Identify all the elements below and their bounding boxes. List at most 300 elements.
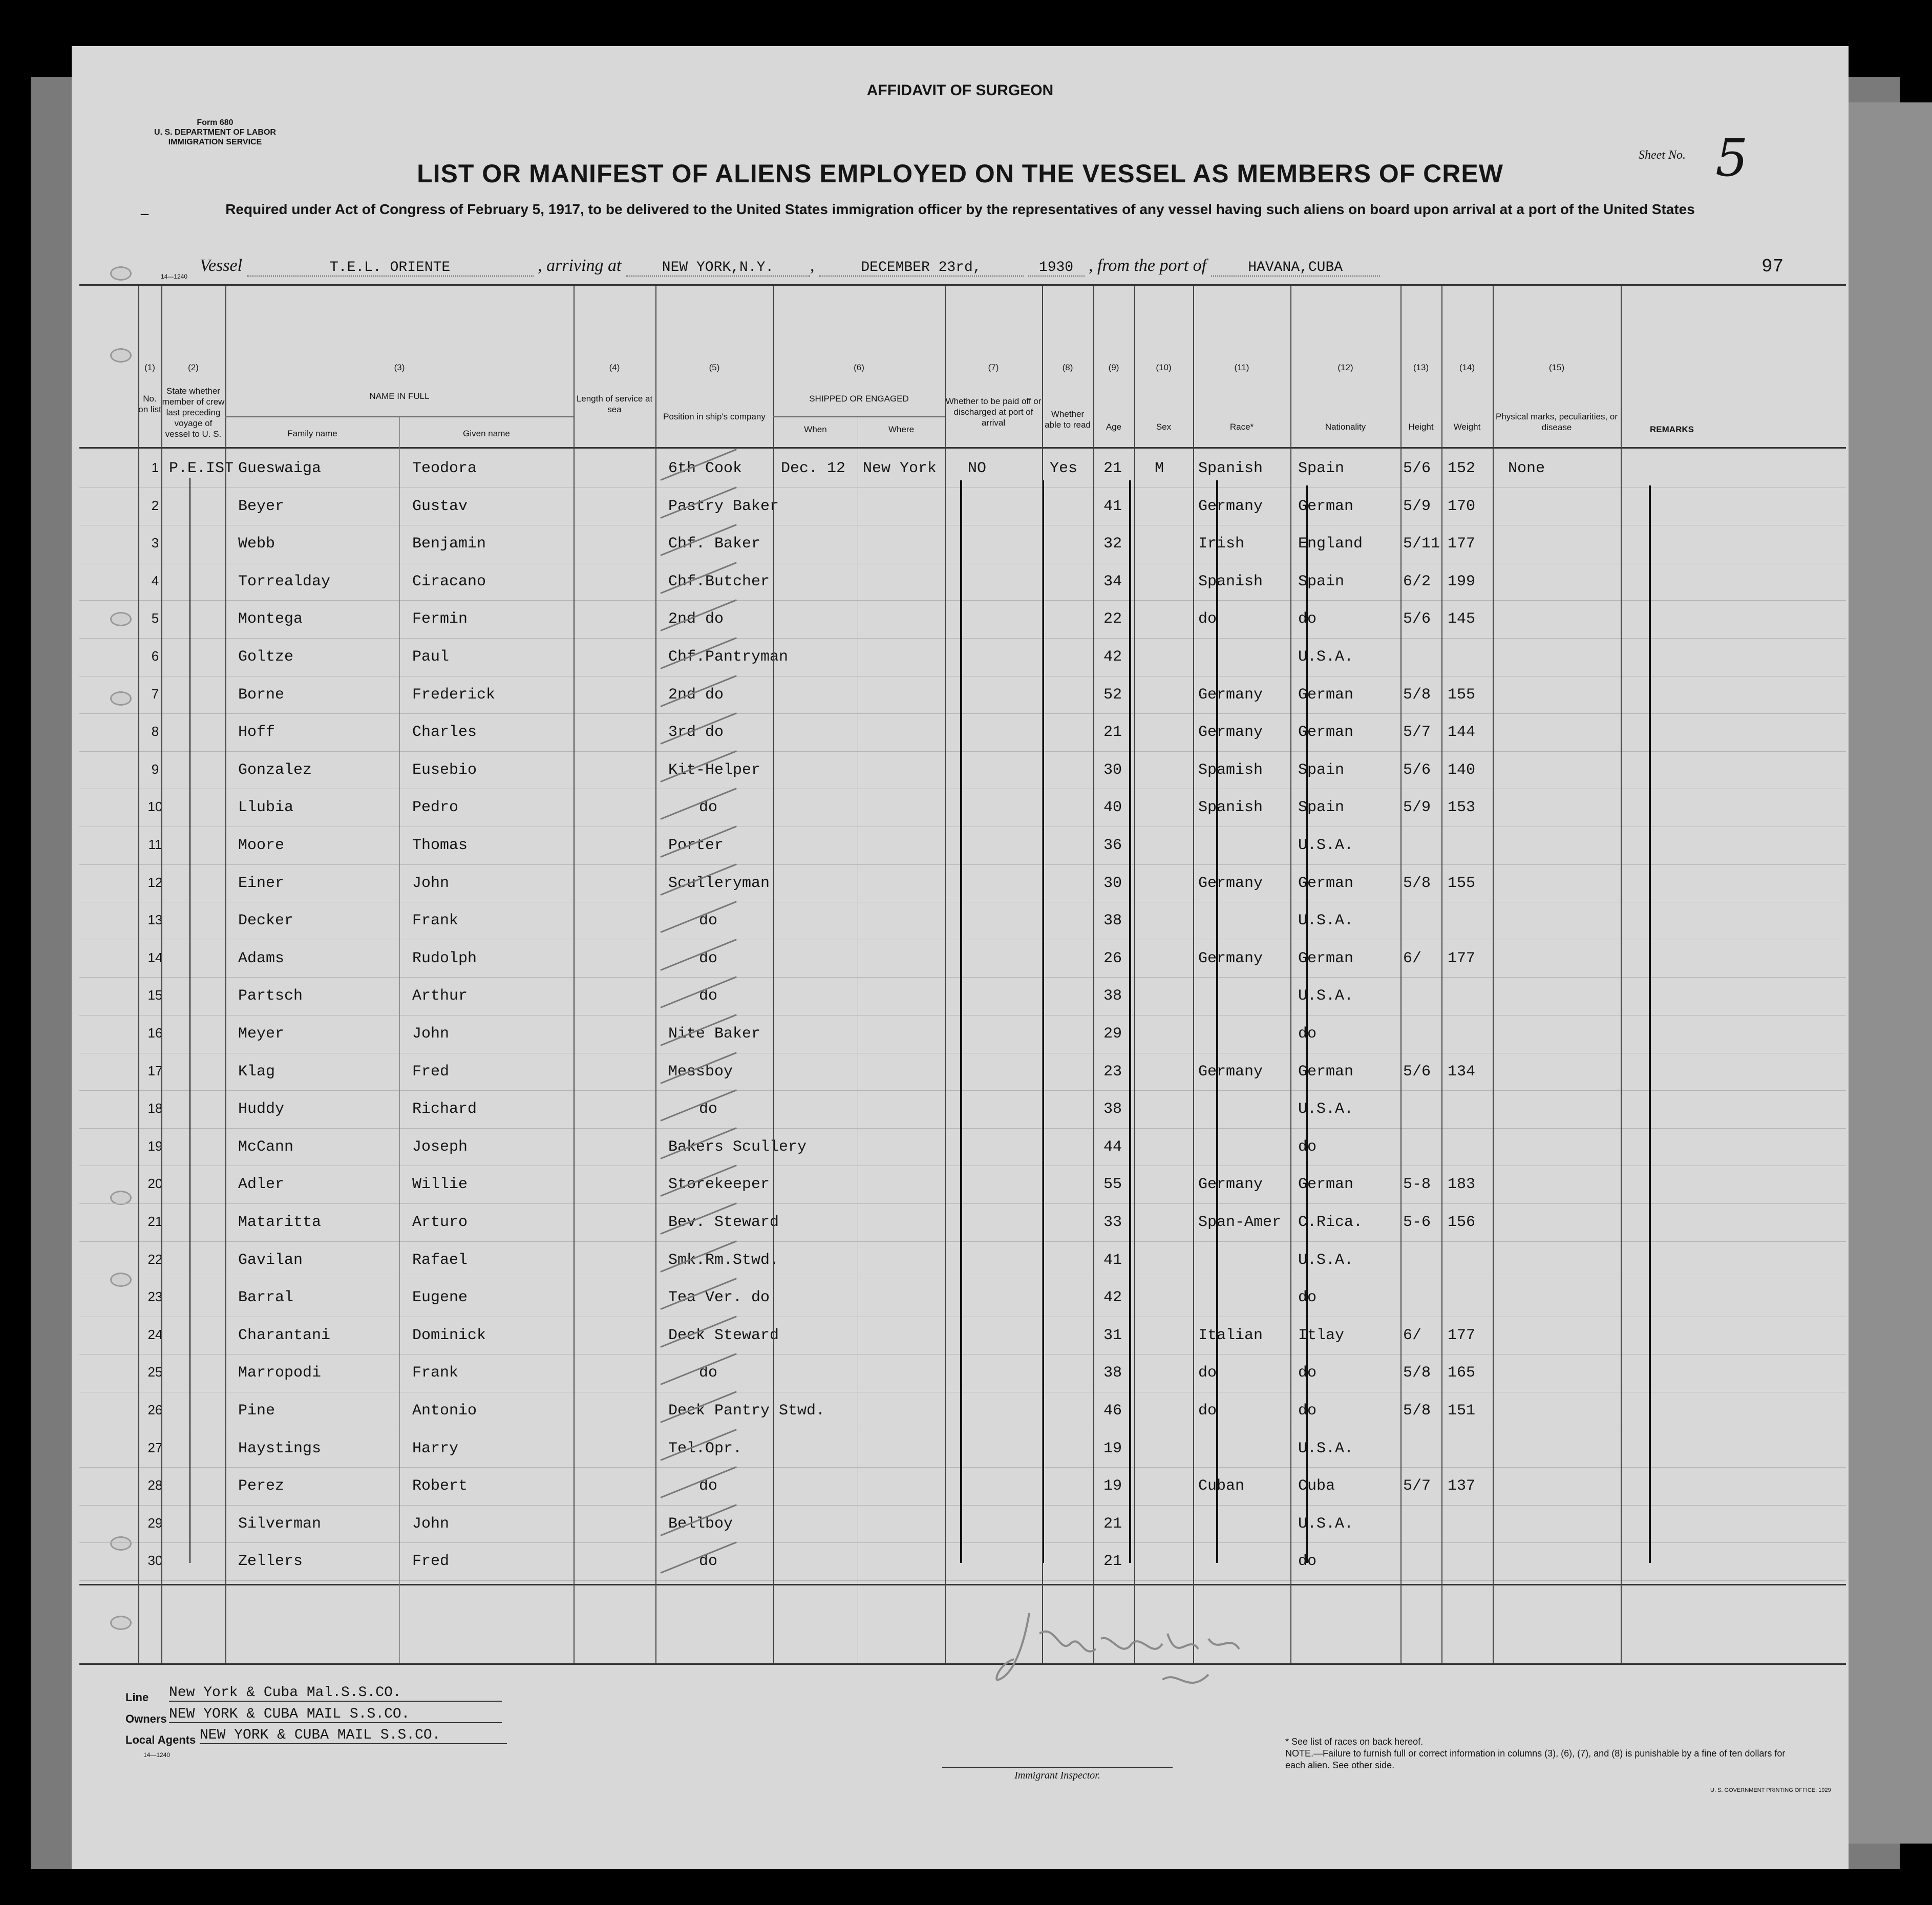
nationality: German	[1298, 1176, 1354, 1194]
line-value: New York & Cuba Mal.S.S.CO.	[169, 1685, 502, 1702]
col15-label: Physical marks, peculiarities, or disease	[1495, 412, 1618, 432]
height: 5/6	[1403, 460, 1431, 477]
shipped-where: New York	[863, 460, 937, 477]
ditto-line	[1129, 480, 1131, 1563]
position: Smk.Rm.Stwd.	[668, 1251, 779, 1269]
race: Germany	[1198, 686, 1263, 704]
height: 6/	[1403, 949, 1422, 967]
col6-label: SHIPPED OR ENGAGED	[809, 394, 909, 404]
given-name: Antonio	[412, 1402, 477, 1420]
given-name: Frederick	[412, 686, 496, 704]
vessel-label: Vessel	[200, 256, 243, 275]
row-number: 4	[151, 573, 159, 588]
paid-off: NO	[968, 460, 987, 477]
given-name: Robert	[412, 1477, 468, 1495]
given-name: Richard	[412, 1100, 477, 1118]
nationality: do	[1298, 1402, 1317, 1420]
height: 5/11	[1403, 535, 1440, 553]
row-number: 21	[147, 1214, 163, 1229]
row-number: 9	[151, 761, 159, 777]
column-rule	[1042, 286, 1043, 1663]
age: 41	[1103, 497, 1122, 515]
col2-num: (2)	[188, 363, 199, 372]
given-name: Willie	[412, 1176, 468, 1194]
col6-num: (6)	[854, 363, 864, 372]
position: do	[699, 912, 718, 930]
owners-value: NEW YORK & CUBA MAIL S.S.CO.	[169, 1706, 502, 1723]
nationality: Cuba	[1298, 1477, 1335, 1495]
nationality: German	[1298, 874, 1354, 892]
nationality: German	[1298, 1063, 1354, 1081]
family-name: Einer	[238, 874, 285, 892]
inspector-signature	[993, 1603, 1260, 1700]
position: Pastry Baker	[668, 497, 779, 515]
nationality: Itlay	[1298, 1326, 1345, 1344]
nationality: U.S.A.	[1298, 648, 1354, 666]
position: Bakers Scullery	[668, 1138, 807, 1156]
agents-value: NEW YORK & CUBA MAIL S.S.CO.	[200, 1727, 507, 1744]
col11-num: (11)	[1234, 363, 1249, 372]
nationality: do	[1298, 610, 1317, 628]
given-name: Charles	[412, 724, 477, 742]
col9-label: Age	[1106, 422, 1122, 432]
row-rule	[79, 1241, 1846, 1242]
nationality: German	[1298, 686, 1354, 704]
col5-num: (5)	[709, 363, 720, 372]
age: 33	[1103, 1214, 1122, 1231]
age: 55	[1103, 1176, 1122, 1194]
age: 38	[1103, 987, 1122, 1005]
weight: 156	[1448, 1214, 1476, 1231]
race: Germany	[1198, 874, 1263, 892]
weight: 153	[1448, 799, 1476, 817]
page-number: 97	[1761, 256, 1784, 277]
race: Italian	[1198, 1326, 1263, 1344]
row-number: 30	[147, 1553, 163, 1569]
given-name: Teodora	[412, 460, 477, 477]
race: Spanish	[1198, 573, 1263, 590]
position: Sculleryman	[668, 874, 770, 892]
row-rule	[79, 1580, 1846, 1581]
fine-note: NOTE.—Failure to furnish full or correct information in columns (3), (6), (7), and (8) is punishable by a fine of ten dollars for each alien. See other side.	[1285, 1748, 1786, 1770]
row-number: 20	[147, 1176, 163, 1192]
nationality: U.S.A.	[1298, 987, 1354, 1005]
age: 26	[1103, 949, 1122, 967]
nationality: Spain	[1298, 761, 1345, 779]
position: Messboy	[668, 1063, 733, 1081]
nationality: do	[1298, 1553, 1317, 1571]
row-number: 27	[147, 1440, 163, 1455]
height: 6/2	[1403, 573, 1431, 590]
position: do	[699, 799, 718, 817]
race: Spanish	[1198, 799, 1263, 817]
given-name: Fred	[412, 1553, 450, 1571]
race: do	[1198, 1402, 1217, 1420]
weight: 155	[1448, 874, 1476, 892]
column-rule	[1290, 286, 1291, 1663]
col5-label: Position in ship's company	[663, 412, 766, 421]
column-rule	[1441, 286, 1442, 1663]
row-number: 6	[151, 648, 159, 664]
from-label: , from the port of	[1089, 256, 1207, 275]
line-label: Line	[125, 1691, 149, 1704]
family-name: Hoff	[238, 724, 275, 742]
row-number: 26	[147, 1402, 163, 1417]
nationality: Spain	[1298, 573, 1345, 590]
nationality: German	[1298, 949, 1354, 967]
given-name: John	[412, 874, 450, 892]
weight: 177	[1448, 949, 1476, 967]
given-name: Benjamin	[412, 535, 486, 553]
col12-num: (12)	[1337, 363, 1353, 372]
family-name: McCann	[238, 1138, 294, 1156]
nationality: U.S.A.	[1298, 1100, 1354, 1118]
row-rule	[79, 751, 1846, 752]
position: do	[699, 1100, 718, 1118]
race: Germany	[1198, 497, 1263, 515]
weight: 140	[1448, 761, 1476, 779]
row-number: 5	[151, 610, 159, 626]
page-title: LIST OR MANIFEST OF ALIENS EMPLOYED ON THE VESSEL AS MEMBERS OF CREW	[417, 159, 1503, 188]
col3-family: Family name	[287, 429, 337, 438]
nationality: U.S.A.	[1298, 1440, 1354, 1457]
ditto-line	[1306, 485, 1308, 1563]
age: 36	[1103, 837, 1122, 854]
ditto-line	[1216, 480, 1218, 1563]
departure-port: HAVANA,CUBA	[1211, 260, 1380, 277]
weight: 134	[1448, 1063, 1476, 1081]
col4-label: Length of service at sea	[576, 394, 653, 414]
row-rule	[79, 864, 1846, 865]
position: Nite Baker	[668, 1025, 761, 1043]
given-name: Rudolph	[412, 949, 477, 967]
given-name: Joseph	[412, 1138, 468, 1156]
weight: 137	[1448, 1477, 1476, 1495]
height: 5/7	[1403, 1477, 1431, 1495]
position: do	[699, 949, 718, 967]
given-name: Rafael	[412, 1251, 468, 1269]
family-name: Torrealday	[238, 573, 331, 590]
agents-label: Local Agents	[125, 1733, 196, 1746]
row-rule	[79, 1203, 1846, 1204]
col7-label: Whether to be paid off or discharged at port of arrival	[945, 396, 1042, 428]
family-name: Klag	[238, 1063, 275, 1081]
row-rule	[79, 638, 1846, 639]
family-name: Barral	[238, 1289, 294, 1307]
vessel-name: T.E.L. ORIENTE	[247, 260, 534, 277]
age: 41	[1103, 1251, 1122, 1269]
col13-num: (13)	[1413, 363, 1429, 372]
family-name: Borne	[238, 686, 285, 704]
ditto-line	[189, 478, 190, 1563]
race: Irish	[1198, 535, 1245, 553]
family-name: Meyer	[238, 1025, 285, 1043]
race: Spamish	[1198, 761, 1263, 779]
nationality: U.S.A.	[1298, 837, 1354, 854]
header-rule	[79, 447, 1846, 449]
family-name: Silverman	[238, 1515, 322, 1533]
age: 22	[1103, 610, 1122, 628]
row-number: 14	[147, 949, 163, 965]
age: 40	[1103, 799, 1122, 817]
position: Storekeeper	[668, 1176, 770, 1194]
position: do	[699, 987, 718, 1005]
row-rule	[79, 977, 1846, 978]
family-name: Perez	[238, 1477, 285, 1495]
age: 32	[1103, 535, 1122, 553]
family-name: Gueswaiga	[238, 460, 322, 477]
age: 30	[1103, 874, 1122, 892]
col9-num: (9)	[1108, 363, 1119, 372]
weight: 144	[1448, 724, 1476, 742]
age: 38	[1103, 912, 1122, 930]
age: 21	[1103, 724, 1122, 742]
given-name: Fred	[412, 1063, 450, 1081]
age: 21	[1103, 1515, 1122, 1533]
family-name: Decker	[238, 912, 294, 930]
given-name: Ciracano	[412, 573, 486, 590]
given-name: John	[412, 1515, 450, 1533]
col15-num: (15)	[1548, 363, 1565, 372]
family-name: Webb	[238, 535, 275, 553]
row-number: 15	[147, 987, 163, 1003]
row-rule	[79, 1128, 1846, 1129]
position: do	[699, 1477, 718, 1495]
nationality: do	[1298, 1364, 1317, 1382]
dash-mark: _	[141, 200, 148, 217]
position: do	[699, 1364, 718, 1382]
column-rule	[1193, 286, 1194, 1663]
sex: M	[1155, 460, 1164, 477]
row-number: 2	[151, 497, 159, 513]
given-name: Fermin	[412, 610, 468, 628]
row-number: 3	[151, 535, 159, 551]
row-number: 11	[148, 837, 162, 852]
row-number: 16	[147, 1025, 163, 1041]
race: do	[1198, 610, 1217, 628]
column-rule	[655, 286, 656, 1663]
age: 19	[1103, 1477, 1122, 1495]
position: Chf.Butcher	[668, 573, 770, 590]
family-name: Mataritta	[238, 1214, 322, 1231]
row-number: 25	[147, 1364, 163, 1380]
row-rule	[79, 600, 1846, 601]
arrival-port: NEW YORK,N.Y.	[626, 260, 810, 277]
col14-label: Weight	[1453, 422, 1481, 432]
position: 2nd do	[668, 686, 724, 704]
height: 5/6	[1403, 1063, 1431, 1081]
family-name: Gavilan	[238, 1251, 303, 1269]
height: 5/8	[1403, 1402, 1431, 1420]
nationality: U.S.A.	[1298, 912, 1354, 930]
given-name: Eusebio	[412, 761, 477, 779]
nationality: U.S.A.	[1298, 1515, 1354, 1533]
position: Kit-Helper	[668, 761, 761, 779]
column-rule	[773, 286, 774, 1663]
col1-label: No. on list	[138, 394, 161, 414]
given-name: Dominick	[412, 1326, 486, 1344]
weight: 151	[1448, 1402, 1476, 1420]
age: 29	[1103, 1025, 1122, 1043]
family-name: Haystings	[238, 1440, 322, 1457]
col3-num: (3)	[394, 363, 405, 372]
given-name: Arturo	[412, 1214, 468, 1231]
col6-where: Where	[888, 425, 915, 434]
nationality: Spain	[1298, 799, 1345, 817]
position: Deck Pantry Stwd.	[668, 1402, 825, 1420]
affidavit-heading: AFFIDAVIT OF SURGEON	[866, 82, 1054, 99]
race: Span-Amer	[1198, 1214, 1282, 1231]
column-rule	[399, 416, 400, 1663]
position: 6th Cook	[668, 460, 742, 477]
nationality: England	[1298, 535, 1363, 553]
row-number: 10	[147, 799, 163, 815]
footer-form-code: 14—1240	[143, 1751, 171, 1759]
form-block	[138, 118, 292, 147]
given-name: Arthur	[412, 987, 468, 1005]
row-number: 1	[151, 460, 159, 475]
col8-label: Whether able to read	[1045, 409, 1091, 430]
row-rule	[79, 1467, 1846, 1468]
given-name: Paul	[412, 648, 450, 666]
row-number: 29	[147, 1515, 163, 1531]
race: Spanish	[1198, 460, 1263, 477]
col10-num: (10)	[1156, 363, 1172, 372]
row-number: 17	[147, 1063, 163, 1078]
position: 2nd do	[668, 610, 724, 628]
age: 42	[1103, 648, 1122, 666]
col4-num: (4)	[609, 363, 620, 372]
position: Deck Steward	[668, 1326, 779, 1344]
position: Tel.Opr.	[668, 1440, 742, 1457]
row-number: 24	[147, 1326, 163, 1342]
remarks-label: REMARKS	[1650, 425, 1694, 434]
family-name: Pine	[238, 1402, 275, 1420]
age: 31	[1103, 1326, 1122, 1344]
able-to-read: Yes	[1050, 460, 1078, 477]
race: Germany	[1198, 949, 1263, 967]
position: Porter	[668, 837, 724, 854]
family-name: Adler	[238, 1176, 285, 1194]
col6-when: When	[804, 425, 827, 434]
arrival-year: 1930	[1028, 260, 1085, 277]
table-end-rule	[79, 1584, 1846, 1585]
position: do	[699, 1553, 718, 1571]
col13-label: Height	[1408, 422, 1434, 432]
row-number: 8	[151, 724, 159, 739]
weight: 199	[1448, 573, 1476, 590]
family-name: Llubia	[238, 799, 294, 817]
column-rule	[574, 286, 575, 1663]
family-name: Marropodi	[238, 1364, 322, 1382]
age: 34	[1103, 573, 1122, 590]
ditto-line	[960, 480, 962, 1563]
col3-given: Given name	[463, 429, 510, 438]
arrival-date: DECEMBER 23rd,	[819, 260, 1024, 277]
position: Chf. Baker	[668, 535, 761, 553]
column-rule	[161, 286, 162, 1663]
age: 21	[1103, 460, 1122, 477]
column-rule	[1621, 286, 1622, 1663]
age: 44	[1103, 1138, 1122, 1156]
printer-imprint: U. S. GOVERNMENT PRINTING OFFICE: 1929	[1710, 1787, 1831, 1793]
crew-table	[79, 273, 1846, 1665]
height: 5/8	[1403, 874, 1431, 892]
column-rule	[1400, 286, 1402, 1663]
family-name: Charantani	[238, 1326, 331, 1344]
height: 5/8	[1403, 686, 1431, 704]
shipped-when: Dec. 12	[781, 460, 846, 477]
height: 5/7	[1403, 724, 1431, 742]
height: 5-8	[1403, 1176, 1431, 1194]
subheader-rule	[773, 416, 945, 417]
nationality: U.S.A.	[1298, 1251, 1354, 1269]
nationality: Spain	[1298, 460, 1345, 477]
position: Tea Ver. do	[668, 1289, 770, 1307]
weight: 155	[1448, 686, 1476, 704]
given-name: Thomas	[412, 837, 468, 854]
nationality: do	[1298, 1025, 1317, 1043]
arriving-label: , arriving at	[538, 256, 622, 275]
footnotes	[1285, 1736, 1808, 1771]
weight: 145	[1448, 610, 1476, 628]
family-name: Goltze	[238, 648, 294, 666]
height: 5/6	[1403, 610, 1431, 628]
subheader-rule	[225, 416, 574, 417]
nationality: German	[1298, 497, 1354, 515]
height: 5/8	[1403, 1364, 1431, 1382]
position: Bellboy	[668, 1515, 733, 1533]
height: 5/6	[1403, 761, 1431, 779]
family-name: Beyer	[238, 497, 285, 515]
position: Bev. Steward	[668, 1214, 779, 1231]
given-name: Frank	[412, 912, 459, 930]
family-name: Adams	[238, 949, 285, 967]
given-name: Pedro	[412, 799, 459, 817]
col10-label: Sex	[1156, 422, 1172, 432]
owners-label: Owners	[125, 1712, 167, 1725]
form-number: Form 680	[197, 118, 233, 127]
weight: 177	[1448, 535, 1476, 553]
family-name: Gonzalez	[238, 761, 312, 779]
row-rule	[79, 713, 1846, 714]
family-name: Huddy	[238, 1100, 285, 1118]
age: 21	[1103, 1553, 1122, 1571]
col2-label: State whether member of crew last preceding voyage of vessel to U. S.	[162, 386, 225, 439]
age: 38	[1103, 1100, 1122, 1118]
family-name: Partsch	[238, 987, 303, 1005]
family-name: Zellers	[238, 1553, 303, 1571]
weight: 183	[1448, 1176, 1476, 1194]
row-number: 23	[147, 1289, 163, 1305]
punch-hole	[110, 266, 132, 281]
position: 3rd do	[668, 724, 724, 742]
race: Germany	[1198, 724, 1263, 742]
row-number: 28	[147, 1477, 163, 1493]
age: 42	[1103, 1289, 1122, 1307]
col8-num: (8)	[1062, 363, 1073, 372]
age: 30	[1103, 761, 1122, 779]
row-number: 18	[147, 1100, 163, 1116]
service: IMMIGRATION SERVICE	[168, 138, 262, 146]
sheet-number: 5	[1715, 128, 1748, 188]
race: do	[1198, 1364, 1217, 1382]
family-name: Montega	[238, 610, 303, 628]
nationality: C.Rica.	[1298, 1214, 1363, 1231]
weight: 170	[1448, 497, 1476, 515]
age: 19	[1103, 1440, 1122, 1457]
given-name: Frank	[412, 1364, 459, 1382]
